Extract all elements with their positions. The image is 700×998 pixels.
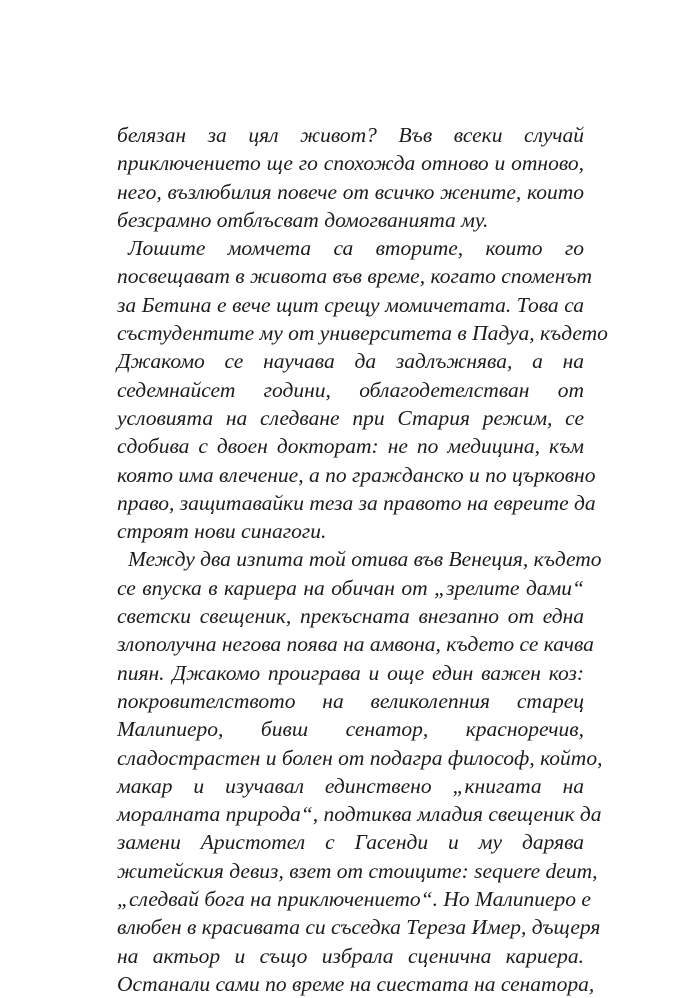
text-line: Между два изпита той отива във Венеция, където xyxy=(128,547,602,572)
text-line: макар и изучавал единствено „книгата на xyxy=(117,773,584,798)
text-line: строят нови синагоги. xyxy=(117,519,327,544)
text-line: за Бетина е вече щит срещу момичетата. Това са xyxy=(117,292,584,317)
page-body-text xyxy=(117,121,608,998)
text-line: белязан за цял живот? Във всеки случай xyxy=(117,123,584,147)
text-line: Малипиеро, бивш сенатор, красноречив, xyxy=(117,717,584,742)
text-line: светски свещеник, прекъсната внезапно от една xyxy=(117,604,584,629)
text-line: приключението ще го спохожда отново и отново, xyxy=(117,151,584,176)
text-line: посвещават в живота във време, когато споменът xyxy=(117,264,593,289)
text-line: злополучна негова поява на амвона, където се качва xyxy=(117,632,594,657)
text-line: състудентите му от университета в Падуа, където xyxy=(117,321,608,346)
text-line: влюбен в красивата си съседка Тереза Имер, дъщеря xyxy=(117,915,601,940)
text-line: Лошите момчета са вторите, които го xyxy=(128,236,584,261)
text-line: седемнайсет години, облагодетелстван от xyxy=(117,377,584,402)
text-line: сладострастен и болен от подагра философ, който, xyxy=(117,745,603,770)
text-line: безсрамно отблъсват домогванията му. xyxy=(117,207,489,232)
text-line: Джакомо се научава да задлъжнява, а на xyxy=(117,349,584,374)
text-line: право, защитавайки теза за правото на евреите да xyxy=(117,490,596,515)
text-line: условията на следване при Стария режим, се xyxy=(117,405,584,430)
text-line: която има влечение, а по гражданско и по църковно xyxy=(117,462,596,487)
text-line: моралната природа“, подтиква младия свещеник да xyxy=(117,802,602,827)
text-line: замени Аристотел с Гасенди и му дарява xyxy=(117,830,584,855)
text-line: „следвай бога на приключението“. Но Малипиеро е xyxy=(117,887,591,912)
text-line: се впуска в кариера на обичан от „зрелите дами“ xyxy=(117,575,584,600)
text-line: на актьор и също избрала сценична кариера. xyxy=(117,943,584,968)
text-line: пиян. Джакомо проиграва и още един важен коз: xyxy=(117,660,584,685)
text-line: сдобива с двоен докторат: не по медицина, към xyxy=(117,434,584,459)
text-line: него, възлюбилия повече от всичко жените, които xyxy=(117,179,584,204)
text-line: житейския девиз, взет от стоиците: sequere deum, xyxy=(117,858,598,883)
text-line: Останали сами по време на сиестата на сенатора, xyxy=(117,971,595,996)
text-line: покровителството на великолепния старец xyxy=(117,688,584,713)
